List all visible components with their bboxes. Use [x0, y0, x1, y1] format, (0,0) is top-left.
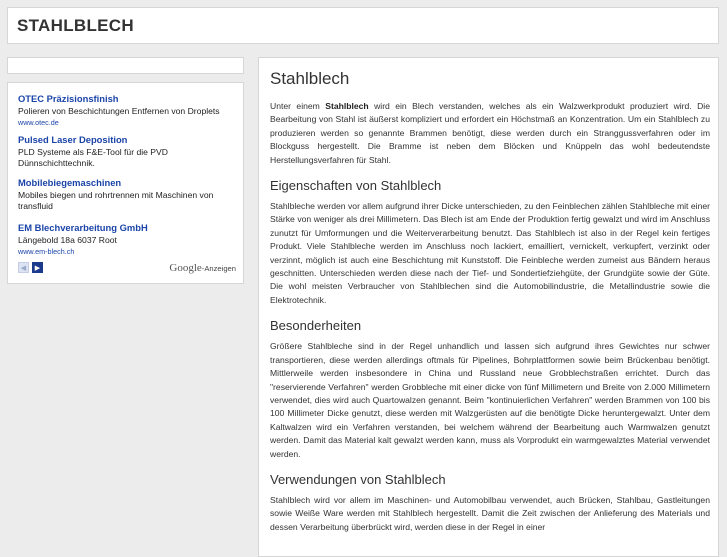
ad-item[interactable]: [18, 134, 243, 169]
ad-title-link[interactable]: EM Blechverarbeitung GmbH: [18, 222, 148, 233]
google-ads-label[interactable]: [169, 262, 236, 275]
ad-pagination: [18, 262, 43, 280]
google-logo: Google: [169, 262, 202, 274]
ad-item[interactable]: [18, 177, 243, 212]
section-text-verwendungen: Stahlblech wird vor allem im Maschinen- und Automobilbau verwendet, auch Brücken, Stahlbau, Gastleitungen sowie Weiße Ware werden mit Stahlblech hergestellt. Damit die Zeit zwischen der Anlieferung des Materials und dessen Verarbeitung überbrückt wird, werden diese in der Regel in einer: [270, 494, 710, 532]
ad-description: PLD Systeme als F&E-Tool für die PVD Dünnschichttechnik.: [18, 147, 168, 168]
section-heading-besonderheiten: Besonderheiten: [270, 318, 362, 334]
ad-description: Polieren von Beschichtungen Entfernen von Droplets: [18, 106, 220, 116]
sidebar-box: [7, 57, 244, 74]
ad-url[interactable]: www.em-blech.ch: [18, 247, 75, 256]
site-title[interactable]: STAHLBLECH: [17, 16, 134, 35]
ad-url[interactable]: www.otec.de: [18, 118, 59, 127]
ad-description: Mobiles biegen und rohrtrennen mit Maschinen von transfluid: [18, 190, 214, 211]
intro-keyword: Stahlblech: [325, 101, 369, 111]
intro-paragraph: [270, 100, 710, 167]
section-heading-eigenschaften: Eigenschaften von Stahlblech: [270, 178, 442, 194]
ad-block: [7, 82, 244, 284]
ad-title-link[interactable]: Pulsed Laser Deposition: [18, 134, 128, 145]
intro-text-start: Unter einem: [270, 101, 326, 111]
section-heading-verwendungen: Verwendungen von Stahlblech: [270, 471, 446, 487]
ads-label-text: -Anzeigen: [201, 264, 236, 273]
ad-item[interactable]: [18, 222, 148, 256]
article-title: Stahlblech: [270, 69, 350, 88]
ad-item[interactable]: [18, 93, 220, 127]
previous-ad-button[interactable]: ◀: [18, 262, 29, 273]
ad-title-link[interactable]: Mobilebiegemaschinen: [18, 177, 122, 188]
site-header: [7, 7, 719, 44]
ad-description: Längebold 18a 6037 Root: [18, 235, 117, 245]
main-content: [258, 57, 719, 557]
section-text-besonderheiten: Größere Stahlbleche sind in der Regel unhandlich und lassen sich aufgrund ihres Gewichtes nur schwer transportieren, diese werden allerdings oftmals für Pipelines, Bohrplattformen sowie beim Brückenbau benötigt. Mittlerweile werden insbesondere in China und Russland neue Grobblechstraßen errichtet. Durch das "reservierende Verfahren" werden Grobbleche mit einer dicke von fünf Millimetern und Breite von 2.000 Millimetern verwendet, dies wird auch Quartowalzen genannt. Beim "kontinuierlichen Verfahren" werden Brammen von 100 bis 100 Millimeter Dicke genutzt, diese werden mit Walzgerüsten auf die benötigte Dicke heruntergewalzt. Unter dem Kaltwalzen wird ein Verfahren verstanden, bei welchem während der Bearbeitung auch Warmwalzen genutzt werden. Damit das Material kalt gewalzt werden kann, muss als Vorprodukt ein warmgewalztes Material verwendet werden.: [270, 341, 710, 459]
section-text-eigenschaften: Stahlbleche werden vor allem aufgrund ihrer Dicke unterschieden, zu den Feinblechen zählen Stahlbleche mit einer Stärke von weniger als drei Millimetern. Das Blech ist am Ende der Produktion fertig gewalzt und wird im Anschluss zunutzt für Umformungen und die Weiterverarbeitung benutzt. Das Stahlblech ist also in der Regel kein fertiges Produkt. Viele Stahlbleche werden im Anschluss noch lackiert, emailliert, vernickelt, verkupfert, verzinkt oder verzinnt, möglich ist auch eine Beschichtung mit Kunststoff. Die Feinbleche werden zumeist aus Bändern heraus geschnitten. Unterschieden werden diese nach der Tief- und Sondertiefziehgüte, der Grundgüte sowie der Güte. Die wohl meisten Verbraucher von Stahlblechen sind die Automobilindustrie, die Metallindustrie sowie die Elektrotechnik.: [270, 201, 710, 305]
next-ad-button[interactable]: ▶: [32, 262, 43, 273]
ad-title-link[interactable]: OTEC Präzisionsfinish: [18, 93, 119, 104]
intro-text-rest: wird ein Blech verstanden, welches als ein Walzwerkprodukt produziert wird. Die Bearbeitung von Stahl ist äußerst kompliziert und erfordert ein Höchstmaß an Konzentration. Um ein Stahlblech zu produzieren werden so genannte Brammen benötigt, diese werden durch ein Stranggussverfahren oder im Blockguss hergestellt. Die Bramme ist neben dem Blöcken und Knüppeln das wohl bedeutendste Herstellungsverfahren für Stahl.: [270, 101, 711, 165]
